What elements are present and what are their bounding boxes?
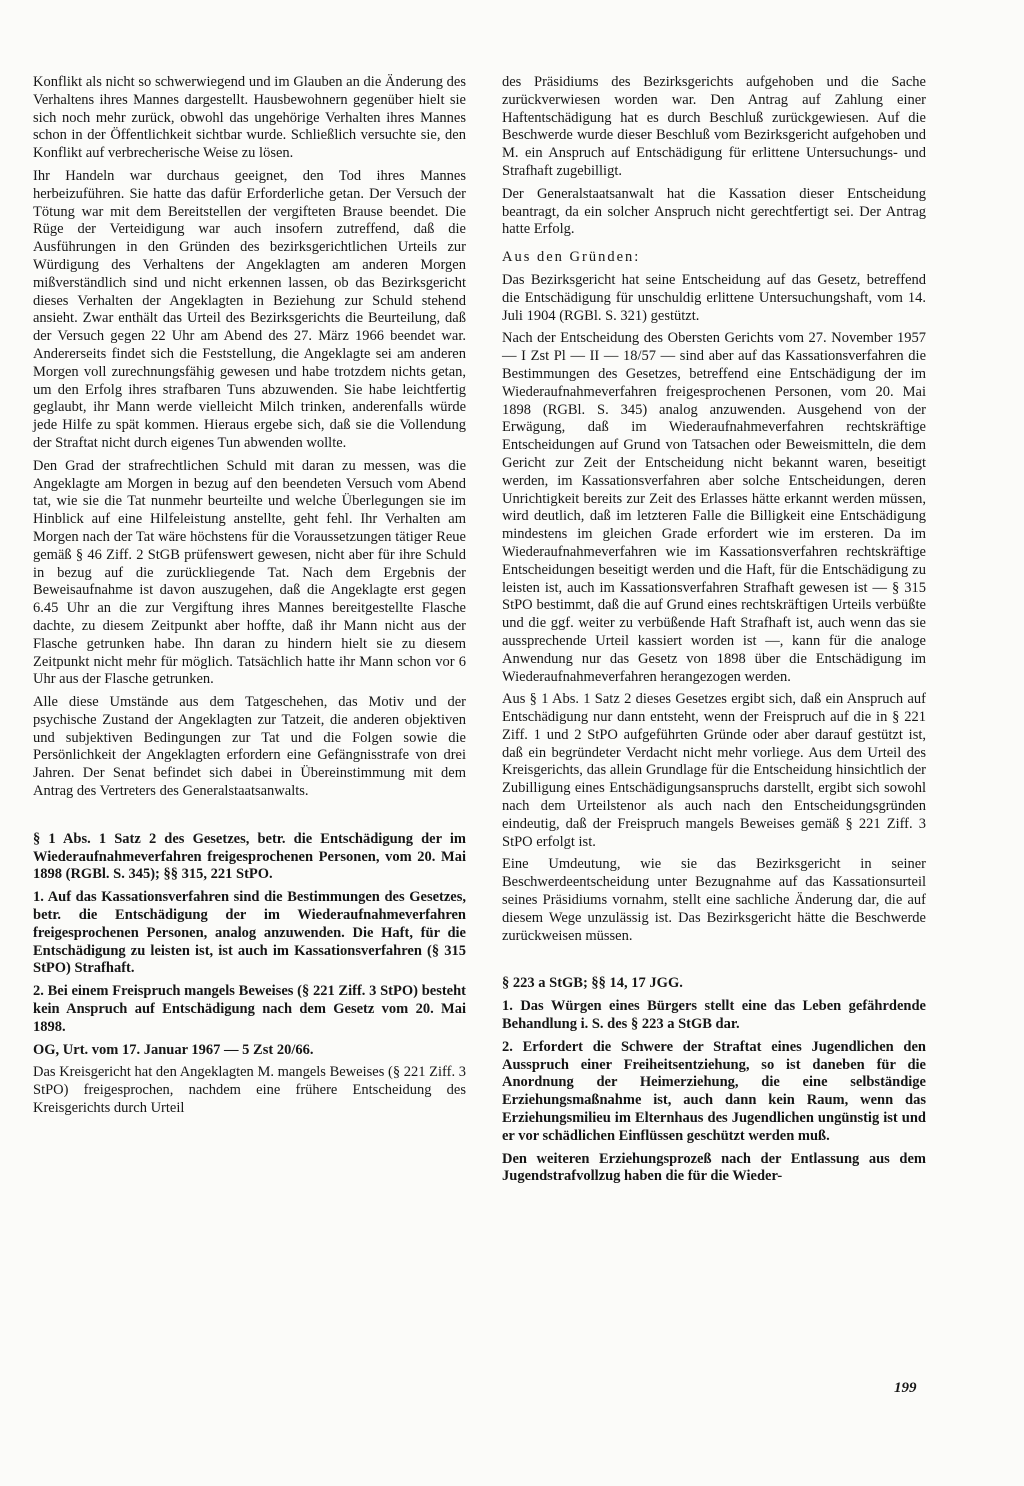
right-paragraph-3: Das Bezirksgericht hat seine Entscheidung auf das Gesetz, betreffend die Entschädigung für unschuldig erlittene Untersuchungshaft, vom 14. Juli 1904 (RGBl. S. 321) gestützt. [502,271,926,324]
right-paragraph-5: Aus § 1 Abs. 1 Satz 2 dieses Gesetzes ergibt sich, daß ein Anspruch auf Entschädigung nur dann entsteht, wenn der Freispruch auf die in § 221 Ziff. 1 und 2 StPO aufgeführten Gründe oder aber darauf gestützt ist, daß ein begründeter Verdacht nicht mehr vorliege. Aus dem Urteil des Kreisgerichts, das allein Grundlage für die Entscheidung hinsichtlich der Zubilligung eines Entschädigungsanspruchs darstellt, ergibt sich sowohl nach dem Urteilstenor als auch nach den Entscheidungsgründen eindeutig, daß der Freispruch mangels Beweises gemäß § 221 Ziff. 3 StPO erfolgt ist. [502,691,926,850]
left-column [33,74,466,1123]
headnote-2-continuation: Den weiteren Erziehungsprozeß nach der Entlassung aus dem Jugendstrafvollzug haben die für die Wieder- [502,1150,926,1185]
statute-heading-2: § 223 a StGB; §§ 14, 17 JGG. [502,975,683,992]
right-paragraph-6: Eine Umdeutung, wie sie das Bezirksgericht in seiner Beschwerdeentscheidung unter Bezugnahme auf das Kassationsurteil seines Präsidiums vornahm, stellt eine sachliche Änderung dar, die auf diesem Wege unzulässig ist. Das Bezirksgericht hätte die Beschwerde zurückweisen müssen. [502,856,926,944]
statute-heading-1: § 1 Abs. 1 Satz 2 des Gesetzes, betr. die Entschädigung der im Wiederaufnahmeverfahren freigesprochenen Personen, vom 20. Mai 1898 (RGBl. S. 345); §§ 315, 221 StPO. [33,830,466,883]
headnote-1-point-1: 1. Auf das Kassationsverfahren sind die Bestimmungen des Gesetzes, betr. die Entschädigung der im Wiederaufnahmeverfahren freigesprochenen Personen, analog anzuwenden. Die Haft, für die Entschädigung zu leisten ist, ist auch im Kassationsverfahren (§ 315 StPO) Strafhaft. [33,889,466,977]
page-number: 199 [894,1380,917,1396]
headnote-2-point-1: 1. Das Würgen eines Bürgers stellt eine das Leben gefährdende Behandlung i. S. des § 223 a StGB dar. [502,998,926,1033]
right-paragraph-2: Der Generalstaatsanwalt hat die Kassation dieser Entscheidung beantragt, da ein solcher Anspruch nicht gerechtfertigt sei. Der Antrag hatte Erfolg. [502,185,926,238]
left-paragraph-3: Den Grad der strafrechtlichen Schuld mit daran zu messen, was die Angeklagte am Morgen in bezug auf den beendeten Versuch vom Abend tat, wie sie die Tat nunmehr beurteilte und welche Überlegungen sie im Hinblick auf eine Hilfeleistung anstellte, geht fehl. Ihr Verhalten am Morgen nach der Tat wäre höchstens für die Voraussetzungen tätiger Reue gemäß § 46 Ziff. 2 StGB prüfenswert gewesen, nicht aber für ihre Schuld in bezug auf die zurückliegende Tat. Nach dem Ergebnis der Beweisaufnahme ist davon auszugehen, daß die Angeklagte erst gegen 6.45 Uhr an die zur Vergiftung ihres Mannes bereitgestellte Flasche dachte, zu diesem Zeitpunkt aber hoffte, daß ihr Mann nicht aus der Flasche getrunken habe. Ihn daran zu hindern hielt sie zu diesem Zeitpunkt nicht mehr für möglich. Tatsächlich hatte ihr Mann schon vor 6 Uhr aus der Flasche getrunken. [33,457,466,688]
headnote-1-point-2: 2. Bei einem Freispruch mangels Beweises (§ 221 Ziff. 3 StPO) besteht kein Anspruch auf Entschädigung nach dem Gesetz vom 20. Mai 1898. [33,983,466,1035]
right-paragraph-1: des Präsidiums des Bezirksgerichts aufgehoben und die Sache zurückverwiesen worden war. Den Antrag auf Zahlung einer Haftentschädigung hat es durch Beschluß zurückgewiesen. Auf die Beschwerde wurde dieser Beschluß vom Bezirksgericht aufgehoben und M. ein Anspruch auf Entschädigung für erlittene Untersuchungs- und Strafhaft zugebilligt. [502,74,926,179]
left-paragraph-facts: Das Kreisgericht hat den Angeklagten M. mangels Beweises (§ 221 Ziff. 3 StPO) freigesprochen, nachdem eine frühere Entscheidung des Kreisgerichts durch Urteil [33,1064,466,1117]
headnote-2-point-2: 2. Erfordert die Schwere der Straftat eines Jugendlichen den Ausspruch einer Freiheitsentziehung, so ist daneben für die Anordnung der Heimerziehung, die eine selbständige Erziehungsmaßnahme ist, auch dann kein Raum, wenn das Erziehungsmilieu im Elternhaus des Jugendlichen ungünstig ist und er vor schädlichen Einflüssen geschützt werden muß. [502,1038,926,1144]
left-paragraph-1: Konflikt als nicht so schwerwiegend und im Glauben an die Änderung des Verhaltens ihres Mannes dargestellt. Hausbewohnern gegenüber hielt sie sich noch mehr zurück, obwohl das ungehörige Verhalten ihres Mannes schon in der Öffentlichkeit sichtbar wurde. Schließlich versuchte sie, den Konflikt auf verbrecherische Weise zu lösen. [33,74,466,162]
reasons-heading: Aus den Gründen: [502,249,641,266]
case-citation: OG, Urt. vom 17. Januar 1967 — 5 Zst 20/66. [33,1041,314,1058]
left-paragraph-2: Ihr Handeln war durchaus geeignet, den Tod ihres Mannes herbeizuführen. Sie hatte das dafür Erforderliche getan. Der Versuch der Tötung war mit dem Bereitstellen der vergifteten Brause beendet. Die Rüge der Verteidigung war auch insofern zutreffend, daß die Ausführungen in den Gründen des bezirksgerichtlichen Urteils zur Würdigung des Verhaltens der Angeklagten am anderen Morgen mißverständlich sind und nicht erkennen lassen, ob das Bezirksgericht dieses Verhalten der Angeklagten in Beziehung zur Schuld stehend ansieht. Zwar enthält das Urteil des Bezirksgerichts die Beurteilung, daß der Versuch gegen 22 Uhr am Abend des 27. März 1966 beendet war. Andererseits findet sich die Feststellung, die Angeklagte sei am anderen Morgen voll zurechnungsfähig gewesen und habe trotzdem nichts getan, um den Erfolg ihres strafbaren Tuns abzuwenden. Sie habe leichtfertig geglaubt, ihr Mann werde vielleicht Milch trinken, anderenfalls würde jede Hilfe zu spät kommen. Hieraus ergebe sich, daß sie die Vollendung der Straftat nicht durch eigenes Tun abwenden wollte. [33,167,466,451]
left-paragraph-4: Alle diese Umstände aus dem Tatgeschehen, das Motiv und der psychische Zustand der Angeklagten zur Tatzeit, die anderen objektiven und subjektiven Bedingungen zur Tat und die Folgen sowie die Persönlichkeit der Angeklagten erfordern eine Gefängnisstrafe von drei Jahren. Der Senat befindet sich dabei in Übereinstimmung mit dem Antrag des Vertreters des Generalstaatsanwalts. [33,694,466,800]
right-column [502,74,926,1191]
right-paragraph-4: Nach der Entscheidung des Obersten Gerichts vom 27. November 1957 — I Zst Pl — II — 18/57 — sind aber auf das Kassationsverfahren die Bestimmungen des Gesetzes, betreffend eine Entschädigung der im Wiederaufnahmeverfahren freigesprochenen Personen, vom 20. Mai 1898 (RGBl. S. 345) analog anzuwenden. Ausgehend von der Erwägung, daß im Wiederaufnahmeverfahren rechtskräftige Entscheidungen auf Grund von Tatsachen oder Beweismitteln, die dem Gericht zur Zeit der Entscheidung nicht bekannt waren, beseitigt werden, im Kassationsverfahren aber solche Entscheidungen, deren Unrichtigkeit bereits zur Zeit des Erlasses hätte erkannt werden müssen, wird deutlich, daß im letzteren Falle die Billigkeit eine Entschädigung mindestens im gleichen Grade erfordert wie im ersteren. Da im Wiederaufnahmeverfahren wie im Kassationsverfahren rechtskräftige Entscheidungen beseitigt werden und die Haft, für die Entschädigung zu leisten ist, auch im Kassationsverfahren Strafhaft gewesen ist — § 315 StPO bestimmt, daß die auf Grund eines rechtskräftigen Urteils verbüßte und die ggf. weiter zu verbüßende Haft Strafhaft ist, auch wenn das sie aussprechende Urteil kassiert worden ist —, kann für die analoge Anwendung nur das Gesetz von 1898 über die Entschädigung im Wiederaufnahmeverfahren herangezogen werden. [502,330,926,685]
